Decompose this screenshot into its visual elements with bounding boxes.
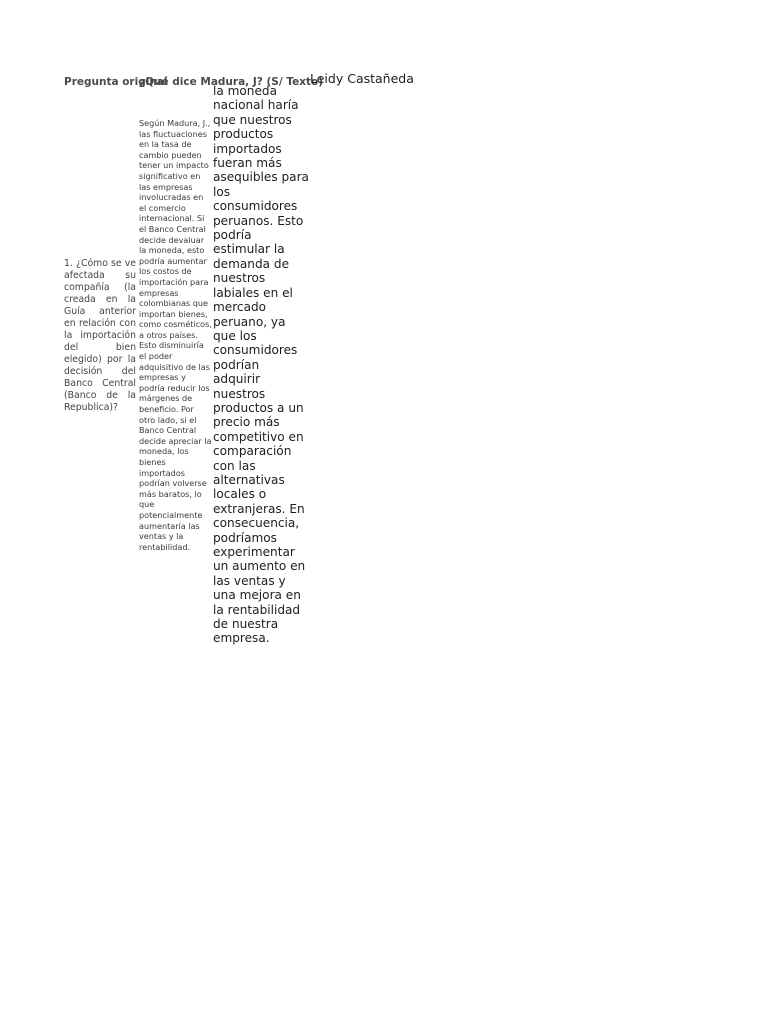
header-cell-author[interactable]: Leidy Castañeda [310,71,414,86]
header-cell-question[interactable]: Pregunta original [64,76,168,88]
header-cell-madura[interactable]: ¿Qué dice Madura, J? (S/ Texto) [139,76,324,88]
cell-author-answer[interactable]: la moneda nacional haría que nuestros productos importados fueran más asequibles para los consumidores peruanos. Esto podría estimular la demanda de nuestros labiales en el mercado peruano, ya que los consumidores podrían adquirir nuestros productos a un precio más competitivo en comparación con las alternativas locales o extranjeras. En consecuencia, podríamos experimentar un aumento en las ventas y una mejora en la rentabilidad de nuestra empresa. [213,84,309,646]
cell-question-1[interactable]: 1. ¿Cómo se ve afectada su compañía (la creada en la Guía anterior en relación con la importación del bien elegido) por la decisión del Banco Central (Banco de la Republica)? [64,258,136,413]
cell-madura-answer[interactable]: Según Madura, J., las fluctuaciones en la tasa de cambio pueden tener un impacto significativo en las empresas involucradas en el comercio internacional. Si el Banco Central decide devaluar la moneda, esto podría aumentar los costos de importación para empresas colombianas que importan bienes, como cosméticos, a otros países. Esto disminuiría el poder adquisitivo de las empresas y podría reducir los márgenes de beneficio. Por otro lado, si el Banco Central decide apreciar la moneda, los bienes importados podrían volverse más baratos, lo que potencialmente aumentaría las ventas y la rentabilidad. [139,118,212,552]
